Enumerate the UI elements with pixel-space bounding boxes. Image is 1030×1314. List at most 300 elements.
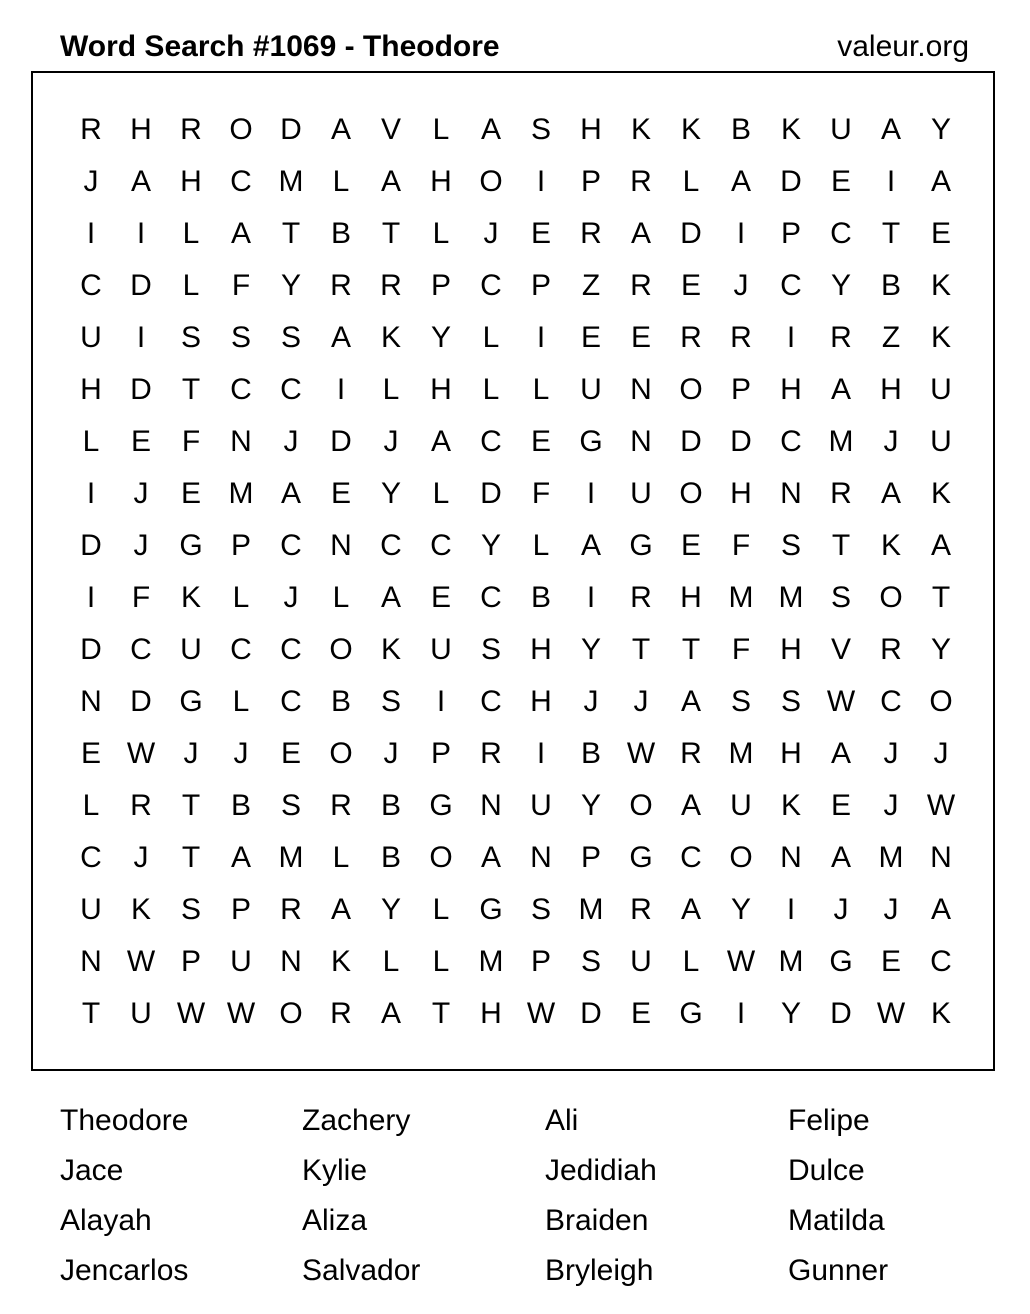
- grid-letter[interactable]: N: [480, 789, 502, 822]
- grid-letter[interactable]: C: [480, 425, 502, 458]
- grid-letter[interactable]: D: [780, 165, 802, 198]
- grid-letter[interactable]: H: [130, 113, 152, 146]
- grid-letter[interactable]: M: [728, 581, 754, 614]
- grid-letter[interactable]: I: [886, 165, 896, 198]
- grid-letter[interactable]: L: [432, 893, 450, 926]
- grid-letter[interactable]: S: [530, 893, 551, 926]
- grid-letter[interactable]: Y: [930, 633, 951, 666]
- grid-letter[interactable]: N: [930, 841, 952, 874]
- grid-letter[interactable]: U: [180, 633, 202, 666]
- grid-letter[interactable]: W: [926, 789, 956, 822]
- grid-letter[interactable]: O: [679, 373, 703, 406]
- grid-letter[interactable]: G: [179, 529, 203, 562]
- grid-letter[interactable]: A: [480, 113, 501, 146]
- grid-letter[interactable]: I: [86, 581, 96, 614]
- grid-letter[interactable]: L: [382, 945, 400, 978]
- grid-letter[interactable]: D: [580, 997, 602, 1030]
- grid-letter[interactable]: H: [530, 633, 552, 666]
- grid-letter[interactable]: A: [630, 217, 651, 250]
- grid-letter[interactable]: T: [381, 217, 401, 250]
- grid-letter[interactable]: K: [680, 113, 701, 146]
- grid-letter[interactable]: W: [126, 737, 156, 770]
- grid-letter[interactable]: H: [680, 581, 702, 614]
- grid-letter[interactable]: E: [80, 737, 101, 770]
- grid-letter[interactable]: T: [431, 997, 451, 1030]
- grid-letter[interactable]: J: [833, 893, 849, 926]
- grid-letter[interactable]: D: [680, 425, 702, 458]
- grid-letter[interactable]: S: [280, 789, 301, 822]
- grid-letter[interactable]: L: [432, 217, 450, 250]
- grid-letter[interactable]: P: [430, 737, 451, 770]
- grid-letter[interactable]: H: [580, 113, 602, 146]
- grid-letter[interactable]: J: [383, 425, 399, 458]
- grid-letter[interactable]: T: [631, 633, 651, 666]
- grid-letter[interactable]: I: [536, 737, 546, 770]
- grid-letter[interactable]: D: [130, 373, 152, 406]
- grid-letter[interactable]: D: [280, 113, 302, 146]
- grid-letter[interactable]: F: [181, 425, 201, 458]
- grid-letter[interactable]: S: [180, 893, 201, 926]
- grid-letter[interactable]: R: [830, 477, 852, 510]
- grid-letter[interactable]: H: [780, 373, 802, 406]
- grid-letter[interactable]: E: [830, 165, 851, 198]
- grid-letter[interactable]: M: [728, 737, 754, 770]
- grid-letter[interactable]: E: [680, 269, 701, 302]
- grid-letter[interactable]: I: [86, 477, 96, 510]
- grid-letter[interactable]: E: [430, 581, 451, 614]
- grid-letter[interactable]: Y: [380, 893, 401, 926]
- grid-letter[interactable]: D: [80, 633, 102, 666]
- grid-letter[interactable]: A: [580, 529, 601, 562]
- grid-letter[interactable]: A: [830, 373, 851, 406]
- grid-letter[interactable]: O: [479, 165, 503, 198]
- grid-letter[interactable]: G: [679, 997, 703, 1030]
- grid-letter[interactable]: M: [478, 945, 504, 978]
- grid-letter[interactable]: U: [80, 893, 102, 926]
- grid-letter[interactable]: K: [780, 789, 801, 822]
- grid-letter[interactable]: D: [830, 997, 852, 1030]
- grid-letter[interactable]: H: [880, 373, 902, 406]
- grid-letter[interactable]: H: [780, 633, 802, 666]
- grid-letter[interactable]: D: [480, 477, 502, 510]
- grid-letter[interactable]: C: [230, 633, 252, 666]
- grid-letter[interactable]: M: [828, 425, 854, 458]
- grid-letter[interactable]: E: [580, 321, 601, 354]
- grid-letter[interactable]: A: [680, 685, 701, 718]
- grid-letter[interactable]: A: [730, 165, 751, 198]
- grid-letter[interactable]: I: [586, 477, 596, 510]
- grid-letter[interactable]: P: [780, 217, 801, 250]
- grid-letter[interactable]: G: [829, 945, 853, 978]
- grid-letter[interactable]: W: [126, 945, 156, 978]
- grid-letter[interactable]: N: [80, 685, 102, 718]
- grid-letter[interactable]: K: [380, 321, 401, 354]
- grid-letter[interactable]: I: [736, 217, 746, 250]
- grid-letter[interactable]: H: [530, 685, 552, 718]
- grid-letter[interactable]: S: [830, 581, 851, 614]
- grid-letter[interactable]: R: [380, 269, 402, 302]
- grid-letter[interactable]: L: [682, 945, 700, 978]
- grid-letter[interactable]: Y: [780, 997, 801, 1030]
- grid-letter[interactable]: A: [280, 477, 301, 510]
- grid-letter[interactable]: U: [430, 633, 452, 666]
- grid-letter[interactable]: L: [332, 841, 350, 874]
- grid-letter[interactable]: K: [930, 477, 951, 510]
- grid-letter[interactable]: M: [278, 165, 304, 198]
- grid-letter[interactable]: J: [883, 789, 899, 822]
- grid-letter[interactable]: J: [133, 477, 149, 510]
- grid-letter[interactable]: D: [80, 529, 102, 562]
- grid-letter[interactable]: B: [880, 269, 901, 302]
- grid-letter[interactable]: I: [736, 997, 746, 1030]
- grid-letter[interactable]: G: [629, 529, 653, 562]
- grid-letter[interactable]: C: [80, 269, 102, 302]
- grid-letter[interactable]: Y: [430, 321, 451, 354]
- grid-letter[interactable]: K: [880, 529, 901, 562]
- grid-letter[interactable]: L: [532, 373, 550, 406]
- grid-letter[interactable]: I: [336, 373, 346, 406]
- grid-letter[interactable]: B: [230, 789, 251, 822]
- grid-letter[interactable]: S: [480, 633, 501, 666]
- grid-letter[interactable]: L: [182, 217, 200, 250]
- grid-letter[interactable]: J: [583, 685, 599, 718]
- grid-letter[interactable]: L: [232, 685, 250, 718]
- grid-letter[interactable]: P: [430, 269, 451, 302]
- grid-letter[interactable]: B: [580, 737, 601, 770]
- grid-letter[interactable]: H: [430, 165, 452, 198]
- grid-letter[interactable]: K: [130, 893, 151, 926]
- grid-letter[interactable]: K: [930, 321, 951, 354]
- grid-letter[interactable]: R: [630, 581, 652, 614]
- grid-letter[interactable]: L: [382, 373, 400, 406]
- grid-letter[interactable]: A: [930, 893, 951, 926]
- grid-letter[interactable]: I: [86, 217, 96, 250]
- grid-letter[interactable]: S: [530, 113, 551, 146]
- grid-letter[interactable]: Y: [380, 477, 401, 510]
- grid-letter[interactable]: P: [580, 841, 601, 874]
- grid-letter[interactable]: K: [380, 633, 401, 666]
- grid-letter[interactable]: B: [530, 581, 551, 614]
- grid-letter[interactable]: F: [531, 477, 551, 510]
- grid-letter[interactable]: A: [480, 841, 501, 874]
- grid-letter[interactable]: I: [536, 165, 546, 198]
- grid-letter[interactable]: S: [730, 685, 751, 718]
- grid-letter[interactable]: E: [630, 321, 651, 354]
- grid-letter[interactable]: A: [830, 841, 851, 874]
- grid-letter[interactable]: F: [731, 633, 751, 666]
- grid-letter[interactable]: J: [233, 737, 249, 770]
- grid-letter[interactable]: J: [83, 165, 99, 198]
- grid-letter[interactable]: P: [230, 529, 251, 562]
- grid-letter[interactable]: O: [879, 581, 903, 614]
- grid-letter[interactable]: A: [880, 113, 901, 146]
- grid-letter[interactable]: E: [530, 425, 551, 458]
- grid-letter[interactable]: N: [80, 945, 102, 978]
- grid-letter[interactable]: R: [680, 321, 702, 354]
- grid-letter[interactable]: U: [230, 945, 252, 978]
- grid-letter[interactable]: N: [780, 477, 802, 510]
- grid-letter[interactable]: U: [930, 425, 952, 458]
- grid-letter[interactable]: O: [329, 633, 353, 666]
- grid-letter[interactable]: O: [329, 737, 353, 770]
- grid-letter[interactable]: O: [429, 841, 453, 874]
- grid-letter[interactable]: B: [330, 685, 351, 718]
- grid-letter[interactable]: Y: [280, 269, 301, 302]
- grid-letter[interactable]: J: [283, 425, 299, 458]
- grid-letter[interactable]: C: [880, 685, 902, 718]
- grid-letter[interactable]: A: [330, 321, 351, 354]
- grid-letter[interactable]: M: [778, 945, 804, 978]
- grid-letter[interactable]: J: [883, 737, 899, 770]
- grid-letter[interactable]: T: [181, 373, 201, 406]
- grid-letter[interactable]: P: [530, 945, 551, 978]
- grid-letter[interactable]: M: [228, 477, 254, 510]
- grid-letter[interactable]: U: [630, 945, 652, 978]
- grid-letter[interactable]: C: [680, 841, 702, 874]
- grid-letter[interactable]: U: [530, 789, 552, 822]
- grid-letter[interactable]: T: [81, 997, 101, 1030]
- grid-letter[interactable]: E: [180, 477, 201, 510]
- grid-letter[interactable]: N: [280, 945, 302, 978]
- grid-letter[interactable]: P: [180, 945, 201, 978]
- grid-letter[interactable]: L: [332, 581, 350, 614]
- grid-letter[interactable]: U: [580, 373, 602, 406]
- grid-letter[interactable]: W: [876, 997, 906, 1030]
- grid-letter[interactable]: I: [436, 685, 446, 718]
- grid-letter[interactable]: R: [180, 113, 202, 146]
- grid-letter[interactable]: O: [229, 113, 253, 146]
- grid-letter[interactable]: R: [630, 893, 652, 926]
- grid-letter[interactable]: C: [80, 841, 102, 874]
- grid-letter[interactable]: A: [930, 529, 951, 562]
- grid-letter[interactable]: W: [626, 737, 656, 770]
- grid-letter[interactable]: Y: [830, 269, 851, 302]
- grid-letter[interactable]: W: [526, 997, 556, 1030]
- grid-letter[interactable]: K: [780, 113, 801, 146]
- grid-letter[interactable]: N: [630, 373, 652, 406]
- grid-letter[interactable]: H: [730, 477, 752, 510]
- grid-letter[interactable]: C: [130, 633, 152, 666]
- grid-letter[interactable]: J: [933, 737, 949, 770]
- grid-letter[interactable]: O: [629, 789, 653, 822]
- grid-letter[interactable]: S: [580, 945, 601, 978]
- grid-letter[interactable]: T: [881, 217, 901, 250]
- grid-letter[interactable]: A: [380, 165, 401, 198]
- grid-letter[interactable]: B: [380, 789, 401, 822]
- grid-letter[interactable]: L: [232, 581, 250, 614]
- grid-letter[interactable]: C: [230, 165, 252, 198]
- grid-letter[interactable]: O: [729, 841, 753, 874]
- grid-letter[interactable]: G: [629, 841, 653, 874]
- grid-letter[interactable]: C: [930, 945, 952, 978]
- grid-letter[interactable]: T: [681, 633, 701, 666]
- grid-letter[interactable]: D: [730, 425, 752, 458]
- grid-letter[interactable]: E: [280, 737, 301, 770]
- grid-letter[interactable]: O: [279, 997, 303, 1030]
- grid-letter[interactable]: L: [332, 165, 350, 198]
- grid-letter[interactable]: W: [226, 997, 256, 1030]
- grid-letter[interactable]: M: [278, 841, 304, 874]
- grid-letter[interactable]: E: [630, 997, 651, 1030]
- grid-letter[interactable]: H: [80, 373, 102, 406]
- grid-letter[interactable]: C: [380, 529, 402, 562]
- grid-letter[interactable]: F: [231, 269, 251, 302]
- grid-letter[interactable]: U: [930, 373, 952, 406]
- grid-letter[interactable]: I: [136, 321, 146, 354]
- grid-letter[interactable]: A: [130, 165, 151, 198]
- grid-letter[interactable]: D: [130, 269, 152, 302]
- grid-letter[interactable]: J: [733, 269, 749, 302]
- grid-letter[interactable]: N: [630, 425, 652, 458]
- grid-letter[interactable]: H: [430, 373, 452, 406]
- grid-letter[interactable]: L: [482, 321, 500, 354]
- grid-letter[interactable]: B: [730, 113, 751, 146]
- grid-letter[interactable]: I: [786, 321, 796, 354]
- grid-letter[interactable]: M: [578, 893, 604, 926]
- grid-letter[interactable]: E: [880, 945, 901, 978]
- grid-letter[interactable]: C: [480, 685, 502, 718]
- grid-letter[interactable]: A: [880, 477, 901, 510]
- grid-letter[interactable]: T: [181, 841, 201, 874]
- grid-letter[interactable]: I: [786, 893, 796, 926]
- grid-letter[interactable]: H: [180, 165, 202, 198]
- grid-letter[interactable]: U: [130, 997, 152, 1030]
- grid-letter[interactable]: C: [280, 373, 302, 406]
- grid-letter[interactable]: S: [280, 321, 301, 354]
- grid-letter[interactable]: K: [630, 113, 651, 146]
- grid-letter[interactable]: R: [830, 321, 852, 354]
- grid-letter[interactable]: A: [230, 841, 251, 874]
- grid-letter[interactable]: R: [580, 217, 602, 250]
- grid-letter[interactable]: L: [432, 477, 450, 510]
- grid-letter[interactable]: C: [780, 269, 802, 302]
- grid-letter[interactable]: S: [780, 685, 801, 718]
- grid-letter[interactable]: A: [380, 581, 401, 614]
- grid-letter[interactable]: R: [130, 789, 152, 822]
- grid-letter[interactable]: E: [930, 217, 951, 250]
- grid-letter[interactable]: K: [180, 581, 201, 614]
- grid-letter[interactable]: J: [383, 737, 399, 770]
- grid-letter[interactable]: L: [532, 529, 550, 562]
- grid-letter[interactable]: H: [780, 737, 802, 770]
- grid-letter[interactable]: V: [830, 633, 851, 666]
- grid-letter[interactable]: W: [726, 945, 756, 978]
- grid-letter[interactable]: C: [280, 633, 302, 666]
- grid-letter[interactable]: J: [183, 737, 199, 770]
- grid-letter[interactable]: Y: [580, 633, 601, 666]
- grid-letter[interactable]: D: [680, 217, 702, 250]
- grid-letter[interactable]: B: [330, 217, 351, 250]
- grid-letter[interactable]: Z: [881, 321, 901, 354]
- grid-letter[interactable]: R: [680, 737, 702, 770]
- grid-letter[interactable]: D: [130, 685, 152, 718]
- grid-letter[interactable]: A: [930, 165, 951, 198]
- grid-letter[interactable]: T: [931, 581, 951, 614]
- grid-letter[interactable]: F: [731, 529, 751, 562]
- grid-letter[interactable]: Z: [581, 269, 601, 302]
- grid-letter[interactable]: K: [930, 997, 951, 1030]
- grid-letter[interactable]: Y: [480, 529, 501, 562]
- grid-letter[interactable]: L: [432, 113, 450, 146]
- grid-letter[interactable]: J: [133, 841, 149, 874]
- grid-letter[interactable]: E: [330, 477, 351, 510]
- grid-letter[interactable]: A: [680, 893, 701, 926]
- grid-letter[interactable]: C: [830, 217, 852, 250]
- grid-letter[interactable]: G: [479, 893, 503, 926]
- grid-letter[interactable]: U: [80, 321, 102, 354]
- grid-letter[interactable]: R: [730, 321, 752, 354]
- grid-letter[interactable]: R: [280, 893, 302, 926]
- grid-letter[interactable]: M: [878, 841, 904, 874]
- grid-letter[interactable]: L: [82, 789, 100, 822]
- grid-letter[interactable]: J: [883, 425, 899, 458]
- grid-letter[interactable]: R: [80, 113, 102, 146]
- grid-letter[interactable]: M: [778, 581, 804, 614]
- grid-letter[interactable]: R: [630, 269, 652, 302]
- grid-letter[interactable]: V: [380, 113, 401, 146]
- grid-letter[interactable]: E: [130, 425, 151, 458]
- grid-letter[interactable]: G: [429, 789, 453, 822]
- grid-letter[interactable]: R: [880, 633, 902, 666]
- grid-letter[interactable]: R: [330, 997, 352, 1030]
- grid-letter[interactable]: P: [230, 893, 251, 926]
- grid-letter[interactable]: L: [432, 945, 450, 978]
- grid-letter[interactable]: B: [380, 841, 401, 874]
- grid-letter[interactable]: C: [780, 425, 802, 458]
- grid-letter[interactable]: L: [482, 373, 500, 406]
- grid-letter[interactable]: P: [730, 373, 751, 406]
- grid-letter[interactable]: U: [830, 113, 852, 146]
- grid-letter[interactable]: A: [330, 893, 351, 926]
- grid-letter[interactable]: Y: [930, 113, 951, 146]
- grid-letter[interactable]: A: [380, 997, 401, 1030]
- grid-letter[interactable]: W: [176, 997, 206, 1030]
- grid-letter[interactable]: J: [883, 893, 899, 926]
- grid-letter[interactable]: U: [730, 789, 752, 822]
- grid-letter[interactable]: R: [330, 269, 352, 302]
- grid-letter[interactable]: L: [682, 165, 700, 198]
- grid-letter[interactable]: J: [133, 529, 149, 562]
- grid-letter[interactable]: H: [480, 997, 502, 1030]
- grid-letter[interactable]: G: [579, 425, 603, 458]
- grid-letter[interactable]: L: [82, 425, 100, 458]
- grid-letter[interactable]: C: [430, 529, 452, 562]
- grid-letter[interactable]: N: [230, 425, 252, 458]
- grid-letter[interactable]: C: [480, 581, 502, 614]
- grid-letter[interactable]: C: [230, 373, 252, 406]
- grid-letter[interactable]: O: [929, 685, 953, 718]
- grid-letter[interactable]: J: [283, 581, 299, 614]
- grid-letter[interactable]: S: [230, 321, 251, 354]
- grid-letter[interactable]: I: [136, 217, 146, 250]
- grid-letter[interactable]: W: [826, 685, 856, 718]
- grid-letter[interactable]: E: [680, 529, 701, 562]
- grid-letter[interactable]: T: [831, 529, 851, 562]
- grid-letter[interactable]: C: [280, 685, 302, 718]
- grid-letter[interactable]: R: [630, 165, 652, 198]
- grid-letter[interactable]: D: [330, 425, 352, 458]
- grid-letter[interactable]: A: [430, 425, 451, 458]
- grid-letter[interactable]: N: [780, 841, 802, 874]
- grid-letter[interactable]: R: [330, 789, 352, 822]
- grid-letter[interactable]: C: [280, 529, 302, 562]
- grid-letter[interactable]: A: [680, 789, 701, 822]
- grid-letter[interactable]: U: [630, 477, 652, 510]
- grid-letter[interactable]: T: [281, 217, 301, 250]
- grid-letter[interactable]: P: [580, 165, 601, 198]
- grid-letter[interactable]: A: [230, 217, 251, 250]
- grid-letter[interactable]: K: [930, 269, 951, 302]
